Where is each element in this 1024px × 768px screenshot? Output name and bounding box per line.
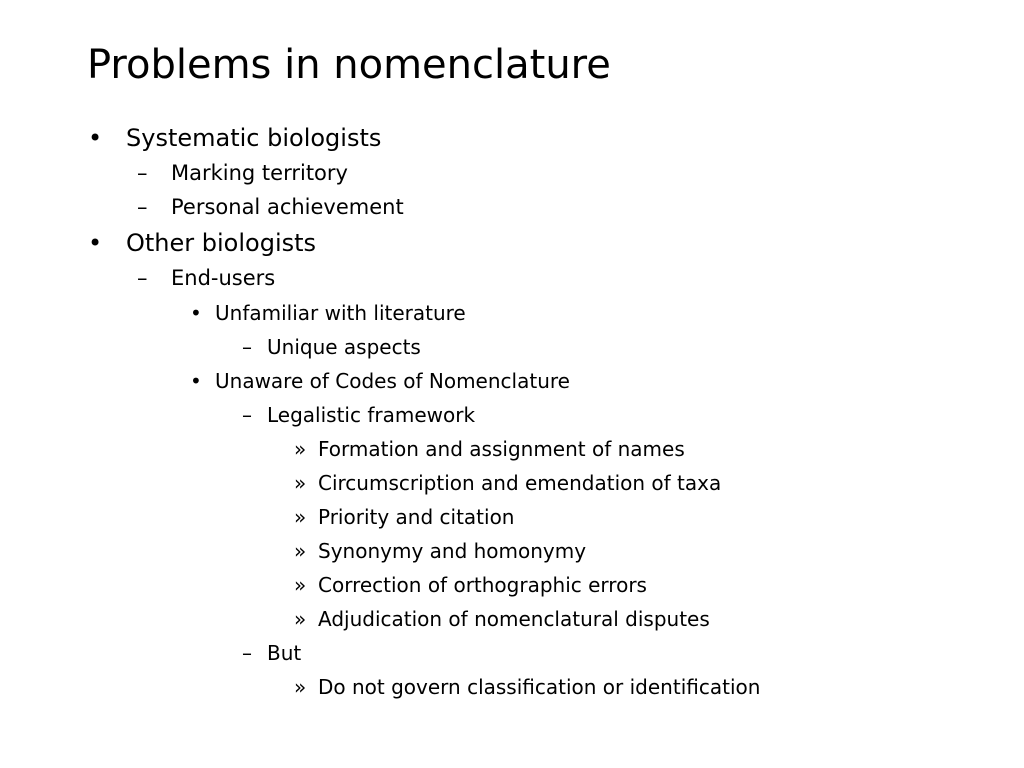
arrow-marker: » (294, 505, 307, 529)
arrow-marker: » (294, 607, 307, 631)
dash-marker: – (137, 161, 148, 185)
item-correction-orthographic: Correction of orthographic errors (318, 573, 647, 597)
slide-title: Problems in nomenclature (87, 42, 611, 88)
bullet-systematic-biologists: Systematic biologists (126, 124, 382, 152)
bullet-marker: • (88, 229, 103, 257)
sub-item-personal-achievement: Personal achievement (171, 195, 404, 219)
item-formation-assignment: Formation and assignment of names (318, 437, 685, 461)
bullet-other-biologists: Other biologists (126, 229, 317, 257)
item-priority-citation: Priority and citation (318, 505, 515, 529)
arrow-marker: » (294, 675, 307, 699)
item-synonymy-homonymy: Synonymy and homonymy (318, 539, 587, 563)
item-unaware-of-codes: Unaware of Codes of Nomenclature (215, 369, 570, 393)
arrow-marker: » (294, 573, 307, 597)
sub-item-end-users: End-users (171, 266, 276, 290)
bullet-marker: • (88, 124, 103, 152)
item-do-not-govern: Do not govern classification or identification (318, 675, 761, 699)
dash-marker: – (242, 403, 252, 427)
item-legalistic-framework: Legalistic framework (267, 403, 476, 427)
item-unique-aspects: Unique aspects (267, 335, 421, 359)
small-bullet-marker: • (190, 369, 202, 393)
arrow-marker: » (294, 539, 307, 563)
dash-marker: – (137, 266, 148, 290)
dash-marker: – (242, 335, 252, 359)
small-bullet-marker: • (190, 301, 202, 325)
item-but: But (267, 641, 302, 665)
dash-marker: – (137, 195, 148, 219)
arrow-marker: » (294, 471, 307, 495)
dash-marker: – (242, 641, 252, 665)
item-circumscription-emendation: Circumscription and emendation of taxa (318, 471, 722, 495)
sub-item-marking-territory: Marking territory (171, 161, 348, 185)
item-unfamiliar-with-literature: Unfamiliar with literature (215, 301, 466, 325)
item-adjudication-disputes: Adjudication of nomenclatural disputes (318, 607, 710, 631)
arrow-marker: » (294, 437, 307, 461)
